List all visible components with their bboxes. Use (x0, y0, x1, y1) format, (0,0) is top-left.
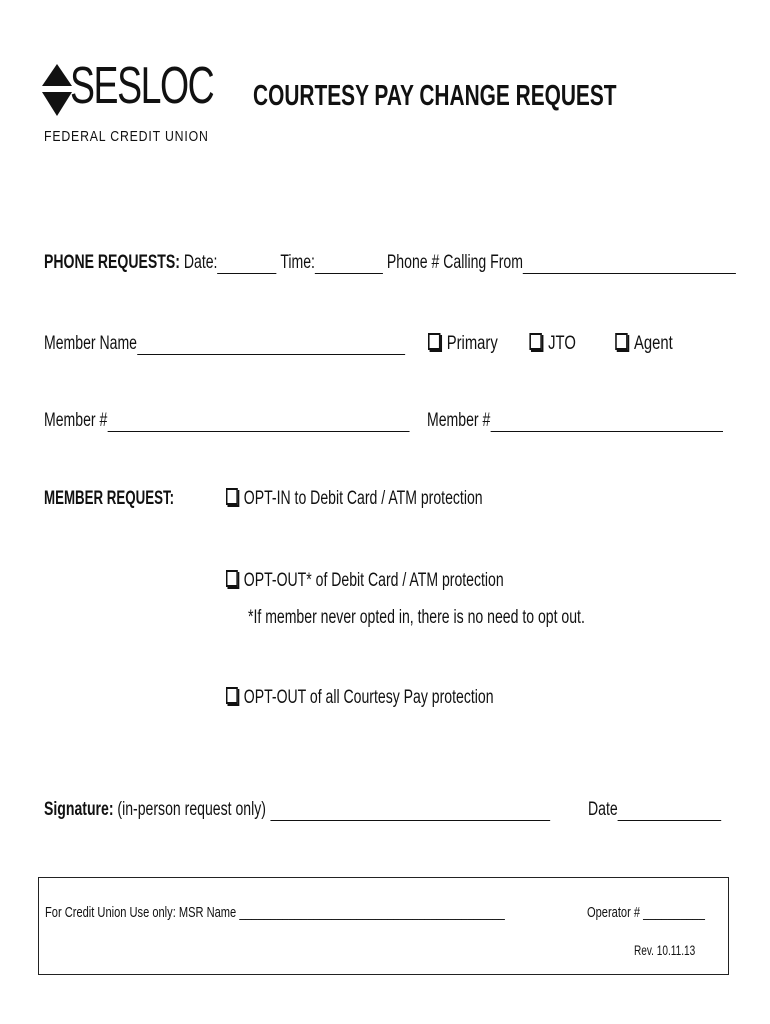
page-title: COURTESY PAY CHANGE REQUEST (253, 80, 617, 112)
signature-date-field[interactable] (618, 802, 722, 821)
agent-label: Agent (634, 333, 673, 354)
signature-date-row (588, 799, 721, 821)
jto-label: JTO (548, 333, 576, 354)
option-agent[interactable] (615, 333, 672, 354)
option-jto[interactable] (529, 333, 575, 354)
office-use-box (38, 877, 729, 975)
date-label: Date: (183, 252, 218, 273)
jto-checkbox[interactable] (529, 333, 541, 350)
msr-name-field[interactable]: ___________________________________________ (239, 904, 505, 921)
operator-label: Operator # (587, 904, 641, 921)
member-number-label-1: Member # (44, 410, 108, 431)
member-number-label-2: Member # (427, 410, 491, 431)
signature-note: (in-person request only) (117, 799, 266, 820)
phone-requests-row (44, 252, 736, 274)
revision-label: Rev. 10.11.13 (634, 942, 696, 958)
signature-label: Signature: (44, 799, 114, 820)
primary-checkbox[interactable] (428, 333, 440, 350)
msr-row (45, 904, 505, 921)
opt-out-debit-checkbox[interactable] (226, 570, 238, 587)
member-number-field-1[interactable] (107, 413, 409, 432)
opt-out-note: *If member never opted in, there is no need to opt out. (248, 607, 585, 628)
sesloc-diamond-icon (42, 64, 72, 120)
member-number-row-1 (44, 410, 409, 432)
signature-date-label: Date (588, 799, 618, 820)
opt-out-all-label: OPT-OUT of all Courtesy Pay protection (243, 687, 494, 708)
msr-name-label: For Credit Union Use only: MSR Name (45, 904, 237, 921)
member-name-field[interactable] (137, 336, 405, 355)
signature-row (44, 799, 550, 821)
logo-subtitle: FEDERAL CREDIT UNION (44, 128, 209, 145)
member-request-label: MEMBER REQUEST: (44, 488, 175, 509)
opt-in-label: OPT-IN to Debit Card / ATM protection (243, 488, 483, 509)
member-name-row (44, 333, 405, 355)
member-number-field-2[interactable] (490, 413, 722, 432)
operator-field[interactable]: __________ (643, 904, 705, 921)
phone-calling-from-label: Phone # Calling From (386, 252, 523, 273)
signature-field[interactable] (270, 802, 550, 821)
phone-requests-label: PHONE REQUESTS: (44, 252, 180, 273)
member-name-label: Member Name (44, 333, 137, 354)
agent-checkbox[interactable] (615, 333, 627, 350)
operator-row (587, 904, 705, 921)
opt-out-all-checkbox[interactable] (226, 687, 238, 704)
opt-out-all-option[interactable] (226, 687, 494, 709)
opt-in-option[interactable] (226, 488, 483, 510)
opt-out-debit-option[interactable] (226, 570, 504, 592)
logo (42, 57, 222, 150)
member-number-row-2 (427, 410, 723, 432)
member-type-options (428, 333, 673, 355)
opt-in-checkbox[interactable] (226, 488, 238, 505)
date-field[interactable] (217, 255, 276, 274)
time-label: Time: (280, 252, 315, 273)
option-primary[interactable] (428, 333, 498, 354)
opt-out-debit-label: OPT-OUT* of Debit Card / ATM protection (243, 570, 504, 591)
primary-label: Primary (446, 333, 498, 354)
phone-calling-from-field[interactable] (523, 255, 736, 274)
time-field[interactable] (315, 255, 383, 274)
logo-wordmark: SESLOC (70, 57, 214, 115)
